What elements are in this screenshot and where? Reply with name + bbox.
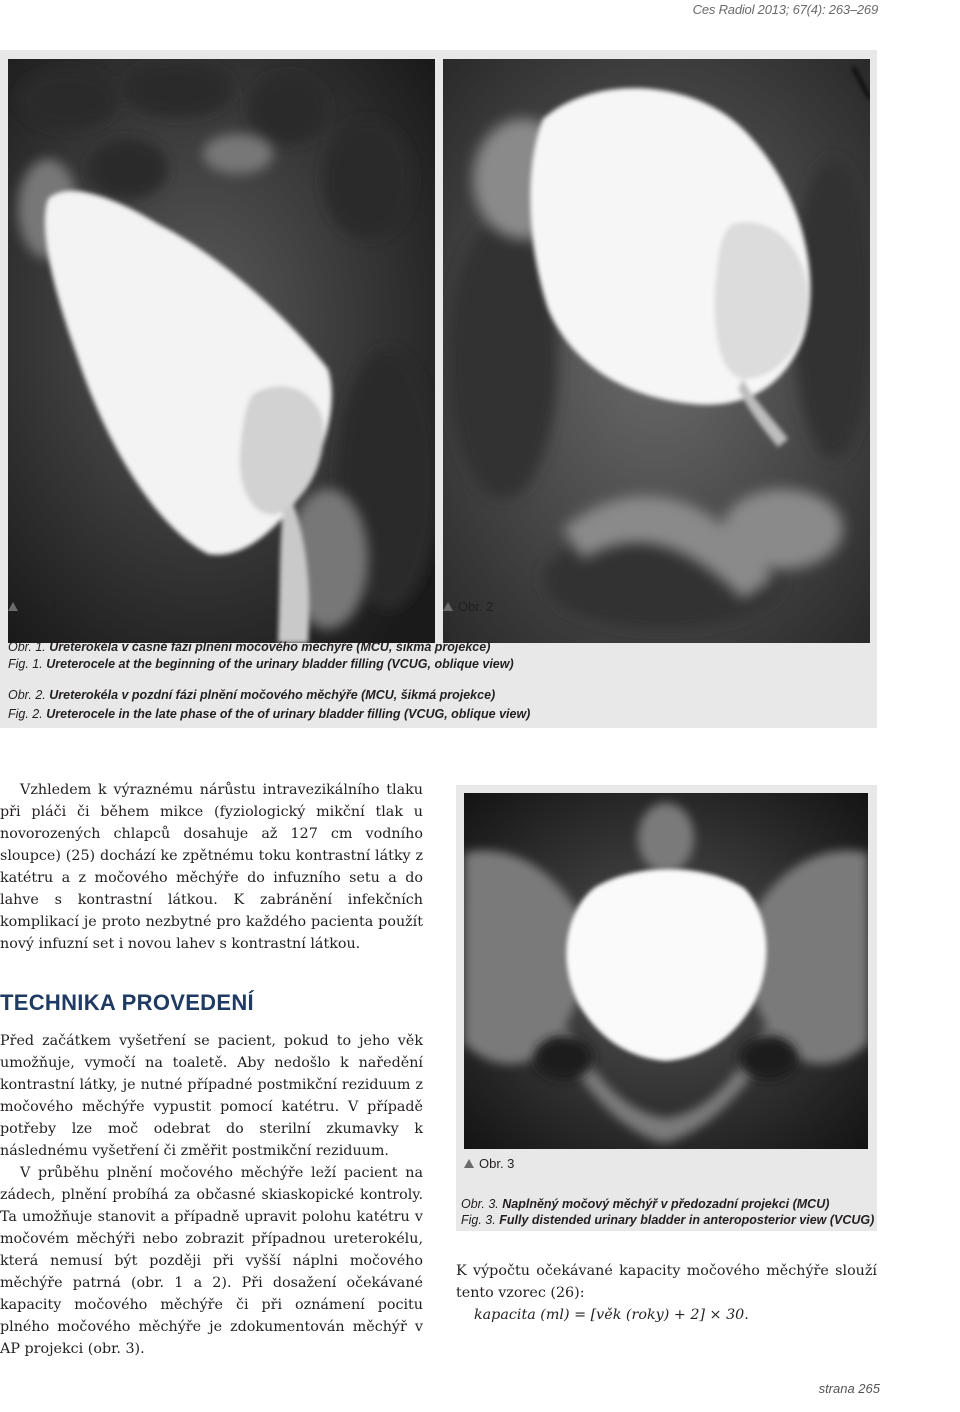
figure-caption-fig2-en [8, 706, 530, 723]
caption-prefix: Fig. 1. [8, 657, 43, 671]
formula-intro: K výpočtu očekávané kapacity močového měchýře slouží tento vzorec (26): [456, 1263, 877, 1301]
caption-prefix: Obr. 3. [461, 1197, 499, 1211]
figure-label-obr2 [443, 599, 493, 614]
intro-paragraph: Vzhledem k výraznému nárůstu intravezikálního tlaku při pláči či během mikce (fyziologický mikční tlak u novorozených chlapců dosahuje až 127 cm vodního sloupce) (25) dochází ke zpětnému toku kontrastní látky z katétru a z močového měchýře do infuzního setu a do lahve s kontrastní látkou. K zabránění infekčních komplikací je proto nezbytné pro každého pacienta použít nový infuzní set i novou lahev s kontrastní látkou. [0, 782, 423, 952]
caption-text: Fully distended urinary bladder in anteroposterior view (VCUG) [499, 1213, 875, 1227]
caption-prefix: Fig. 3. [461, 1213, 496, 1227]
triangle-marker-icon [443, 602, 453, 611]
figure-caption-fig3-en [461, 1212, 874, 1229]
triangle-marker-icon [464, 1159, 474, 1168]
figure-label-obr1 [8, 599, 58, 614]
figure-label-text: Obr. 3 [479, 1156, 515, 1171]
left-column [0, 779, 423, 955]
figure-label-text: Obr. 1 [23, 599, 59, 614]
figure-caption-obr1-cz [8, 639, 490, 656]
xray-image-fig1 [8, 59, 435, 643]
figure-caption-fig1-en [8, 656, 514, 673]
right-column-text [456, 1260, 877, 1326]
section-heading: TECHNIKA PROVEDENÍ [0, 990, 254, 1015]
figure-label-obr3 [464, 1156, 514, 1171]
formula: kapacita (ml) = [věk (roky) + 2] × 30. [474, 1307, 749, 1323]
xray-image-fig3 [464, 793, 868, 1149]
caption-prefix: Obr. 2. [8, 688, 46, 702]
figure-caption-obr2-cz [8, 687, 495, 704]
triangle-marker-icon [8, 602, 18, 611]
caption-text: Ureterocele at the beginning of the urinary bladder filling (VCUG, oblique view) [46, 657, 514, 671]
left-column-section [0, 1030, 423, 1360]
page-number: strana 265 [818, 1381, 880, 1396]
figure-label-text: Obr. 2 [458, 599, 494, 614]
figure-panel-3 [456, 785, 877, 1231]
running-header: Ces Radiol 2013; 67(4): 263–269 [692, 2, 878, 17]
xray-image-fig2 [443, 59, 870, 643]
figure-caption-obr3-cz [461, 1196, 829, 1213]
caption-text: Ureterocele in the late phase of the of urinary bladder filling (VCUG, oblique view) [46, 707, 531, 721]
figure-panel-1-2 [0, 50, 877, 728]
caption-prefix: Obr. 1. [8, 640, 46, 654]
caption-prefix: Fig. 2. [8, 707, 43, 721]
caption-text: Naplněný močový měchýř v předozadní projekci (MCU) [502, 1197, 830, 1211]
caption-text: Ureterokéla v pozdní fázi plnění močového měchýře (MCU, šikmá projekce) [49, 688, 496, 702]
paragraph-2: V průběhu plnění močového měchýře leží pacient na zádech, plnění probíhá za občasné skiaskopické kontroly. Ta umožňuje stanovit a případně upravit polohu katétru v močovém měchýři nebo zobrazit případnou ureterokélu, která nemusí být později při vyšší náplni močového měchýře patrná (obr. 1 a 2). Při dosažení očekávané kapacity močového měchýře či při oznámení pocitu plného močového měchýře je zdokumentován měchýř v AP projekci (obr. 3). [0, 1165, 423, 1357]
paragraph-1: Před začátkem vyšetření se pacient, pokud to jeho věk umožňuje, vymočí na toaletě. Aby nedošlo k naředění kontrastní látky, je nutné případné postmikční reziduum z močového měchýře vypustit pomocí katétru. V případě potřeby lze moč odebrat do sterilní zkumavky k následnému vyšetření či změřit postmikční reziduum. [0, 1033, 423, 1159]
caption-text: Ureterokéla v časné fázi plnění močového měchýře (MCU, šikmá projekce) [49, 640, 491, 654]
